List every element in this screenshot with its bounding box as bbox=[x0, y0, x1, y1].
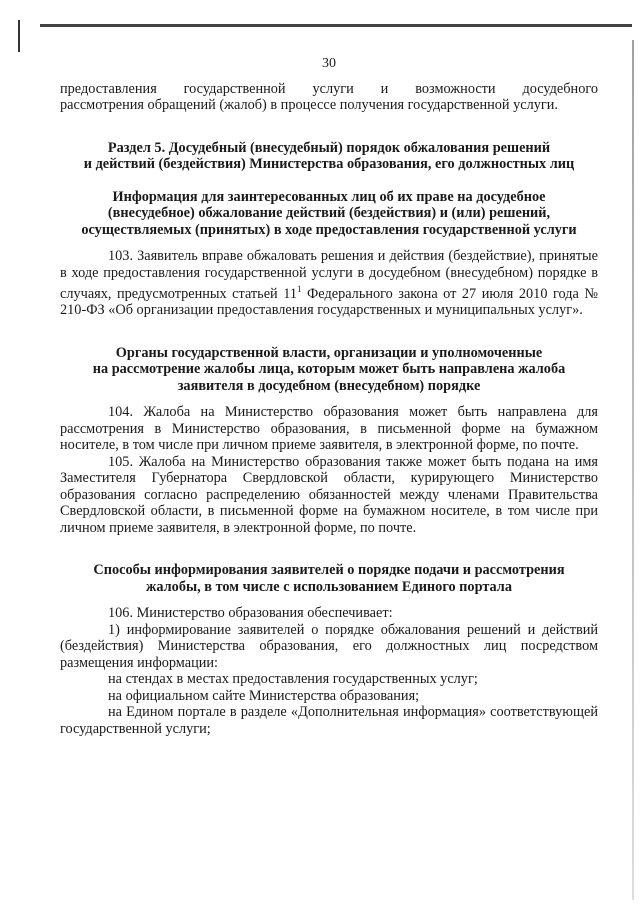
info-heading-line-1: Информация для заинтересованных лиц об их праве на досудебное bbox=[112, 188, 546, 205]
intro-line-1: предоставления государственной услуги и возможности досудебного bbox=[60, 80, 598, 97]
paragraph-105: 105. Жалоба на Министерство образования также может быть подана на имя Заместителя Губернатора Свердловской области, курирующего Министерство образования согласно распределению обязанностей между членами Правительства Свердловской области, в письменной форме на бумажном носителе, в том числе при личном приеме заявителя, в электронной форме, по почте. bbox=[60, 453, 598, 536]
organs-heading-line-2: на рассмотрение жалобы лица, которым может быть направлена жалоба bbox=[92, 361, 566, 378]
ways-heading-line-1: Способы информирования заявителей о порядке подачи и рассмотрения bbox=[93, 562, 565, 579]
organs-heading-line-1: Органы государственной власти, организации и уполномоченные bbox=[115, 344, 543, 361]
scan-edge-right bbox=[632, 40, 634, 900]
info-heading-line-2: (внесудебное) обжалование действий (бездействия) и (или) решений, bbox=[107, 205, 551, 221]
intro-line-2: рассмотрения обращений (жалоб) в процессе получения государственной услуги. bbox=[60, 97, 558, 113]
scan-edge-left bbox=[18, 20, 20, 52]
info-heading-line-3: осуществляемых (принятых) в ходе предоставления государственной услуги bbox=[81, 221, 577, 238]
scan-edge-top bbox=[40, 24, 632, 27]
paragraph-106: 106. Министерство образования обеспечивает: bbox=[108, 605, 393, 622]
paragraph-103-text: 103. Заявитель вправе обжаловать решения и действия (бездействие), принятые в ходе предоставления государственной услуги в досудебном (внесудебном) порядке в случаях, предусмотренных статьей 11 bbox=[60, 248, 598, 302]
paragraph-103-end: Федерального закона от 27 июля 2010 года № 210-ФЗ «Об организации предоставления государственных и муниципальных услуг». bbox=[60, 285, 599, 319]
page-number: 30 bbox=[322, 56, 336, 71]
organs-heading-line-3: заявителя в досудебном (внесудебном) порядке bbox=[177, 377, 481, 394]
list-item-stands: на стендах в местах предоставления государственных услуг; bbox=[108, 671, 478, 688]
section5-heading-line-1: Раздел 5. Досудебный (внесудебный) порядок обжалования решений bbox=[107, 139, 551, 156]
list-item-site: на официальном сайте Министерства образования; bbox=[108, 687, 420, 704]
paragraph-104: 104. Жалоба на Министерство образования может быть направлена для рассмотрения в Министерство образования, в письменной форме на бумажном носителе, в том числе при личном приеме заявителя, в электронной форме, по почте. bbox=[60, 404, 598, 454]
list-item-portal: на Едином портале в разделе «Дополнительная информация» соответствующей государственной услуги; bbox=[60, 704, 598, 737]
paragraph-103 bbox=[60, 248, 598, 319]
paragraph-103-superscript: 1 bbox=[296, 284, 302, 294]
paragraph-106-1: 1) информирование заявителей о порядке обжалования решений и действий (бездействия) Министерства образования, его должностных лиц посредством размещения информации: bbox=[60, 621, 598, 671]
ways-heading-line-2: жалобы, в том числе с использованием Единого портала bbox=[146, 578, 512, 595]
document-page bbox=[60, 56, 598, 737]
section5-heading-line-2: и действий (бездействия) Министерства образования, его должностных лиц bbox=[83, 156, 575, 172]
